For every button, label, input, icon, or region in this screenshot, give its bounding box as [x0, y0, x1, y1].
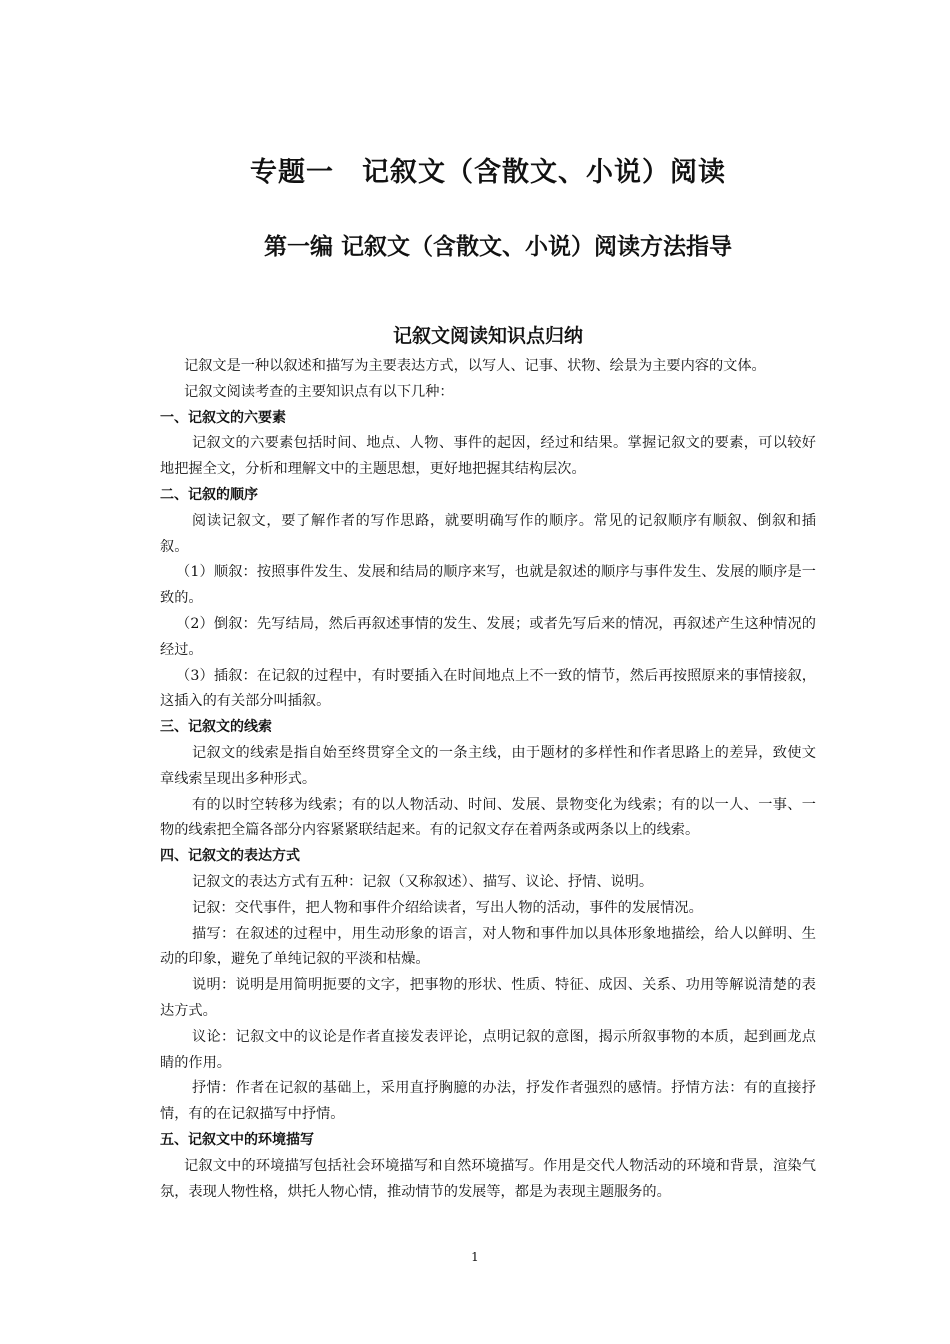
intro-paragraph: 记叙文阅读考查的主要知识点有以下几种：	[184, 383, 454, 400]
body-paragraph: 记叙文的六要素包括时间、地点、人物、事件的起因，经过和结果。掌握记叙文的要素，可以较好地把握全文，分析和理解文中的主题思想，更好地把握其结构层次。	[160, 435, 816, 478]
body-paragraph: 议论：记叙文中的议论是作者直接发表评论，点明记叙的意图，揭示所叙事物的本质，起到画龙点睛的作用。	[160, 1028, 816, 1071]
body-paragraph: 阅读记叙文，要了解作者的写作思路，就要明确写作的顺序。常见的记叙顺序有顺叙、倒叙和插叙。	[160, 512, 816, 555]
subsection-heading: 四、记叙文的表达方式	[160, 848, 300, 865]
page-number: 1	[471, 1250, 479, 1264]
body-paragraph: 记叙文的表达方式有五种：记叙（又称叙述）、描写、议论、抒情、说明。	[192, 873, 654, 890]
document-title: 专题一 记叙文（含散文、小说）阅读	[250, 157, 726, 188]
body-paragraph: 描写：在叙述的过程中，用生动形象的语言，对人物和事件加以具体形象地描绘，给人以鲜明、生动的印象，避免了单纯记叙的平淡和枯燥。	[160, 925, 816, 968]
body-paragraph: 有的以时空转移为线索；有的以人物活动、时间、发展、景物变化为线索；有的以一人、一事、一物的线索把全篇各部分内容紧紧联结起来。有的记叙文存在着两条或两条以上的线索。	[160, 796, 816, 839]
body-paragraph: 抒情：作者在记叙的基础上，采用直抒胸臆的办法，抒发作者强烈的感情。抒情方法：有的直接抒情，有的在记叙描写中抒情。	[160, 1080, 816, 1123]
body-paragraph: 记叙：交代事件，把人物和事件介绍给读者，写出人物的活动，事件的发展情况。	[192, 899, 703, 916]
section-heading: 记叙文阅读知识点归纳	[392, 325, 583, 347]
body-paragraph: 记叙文中的环境描写包括社会环境描写和自然环境描写。作用是交代人物活动的环境和背景，渲染气氛，表现人物性格，烘托人物心情，推动情节的发展等，都是为表现主题服务的。	[160, 1157, 816, 1200]
body-paragraph: 记叙文的线索是指自始至终贯穿全文的一条主线，由于题材的多样性和作者思路上的差异，致使文章线索呈现出多种形式。	[160, 744, 816, 787]
body-paragraph: （1）顺叙：按照事件发生、发展和结局的顺序来写，也就是叙述的顺序与事件发生、发展的顺序是一致的。	[160, 564, 816, 607]
subsection-heading: 三、记叙文的线索	[160, 719, 272, 736]
subsection-heading: 五、记叙文中的环境描写	[160, 1131, 314, 1148]
document-body	[160, 320, 816, 1205]
intro-paragraph: 记叙文是一种以叙述和描写为主要表达方式，以写人、记事、状物、绘景为主要内容的文体。	[184, 358, 766, 374]
body-paragraph: （3）插叙：在记叙的过程中，有时要插入在时间地点上不一致的情节，然后再按照原来的事情接叙，这插入的有关部分叫插叙。	[160, 667, 816, 710]
body-paragraph: （2）倒叙：先写结局，然后再叙述事情的发生、发展；或者先写后来的情况，再叙述产生这种情况的经过。	[160, 615, 816, 658]
document-subtitle: 第一编 记叙文（含散文、小说）阅读方法指导	[263, 234, 732, 260]
subsection-heading: 二、记叙的顺序	[160, 486, 258, 503]
body-paragraph: 说明：说明是用简明扼要的文字，把事物的形状、性质、特征、成因、关系、功用等解说清楚的表达方式。	[160, 977, 816, 1019]
subsection-heading: 一、记叙文的六要素	[160, 409, 286, 426]
